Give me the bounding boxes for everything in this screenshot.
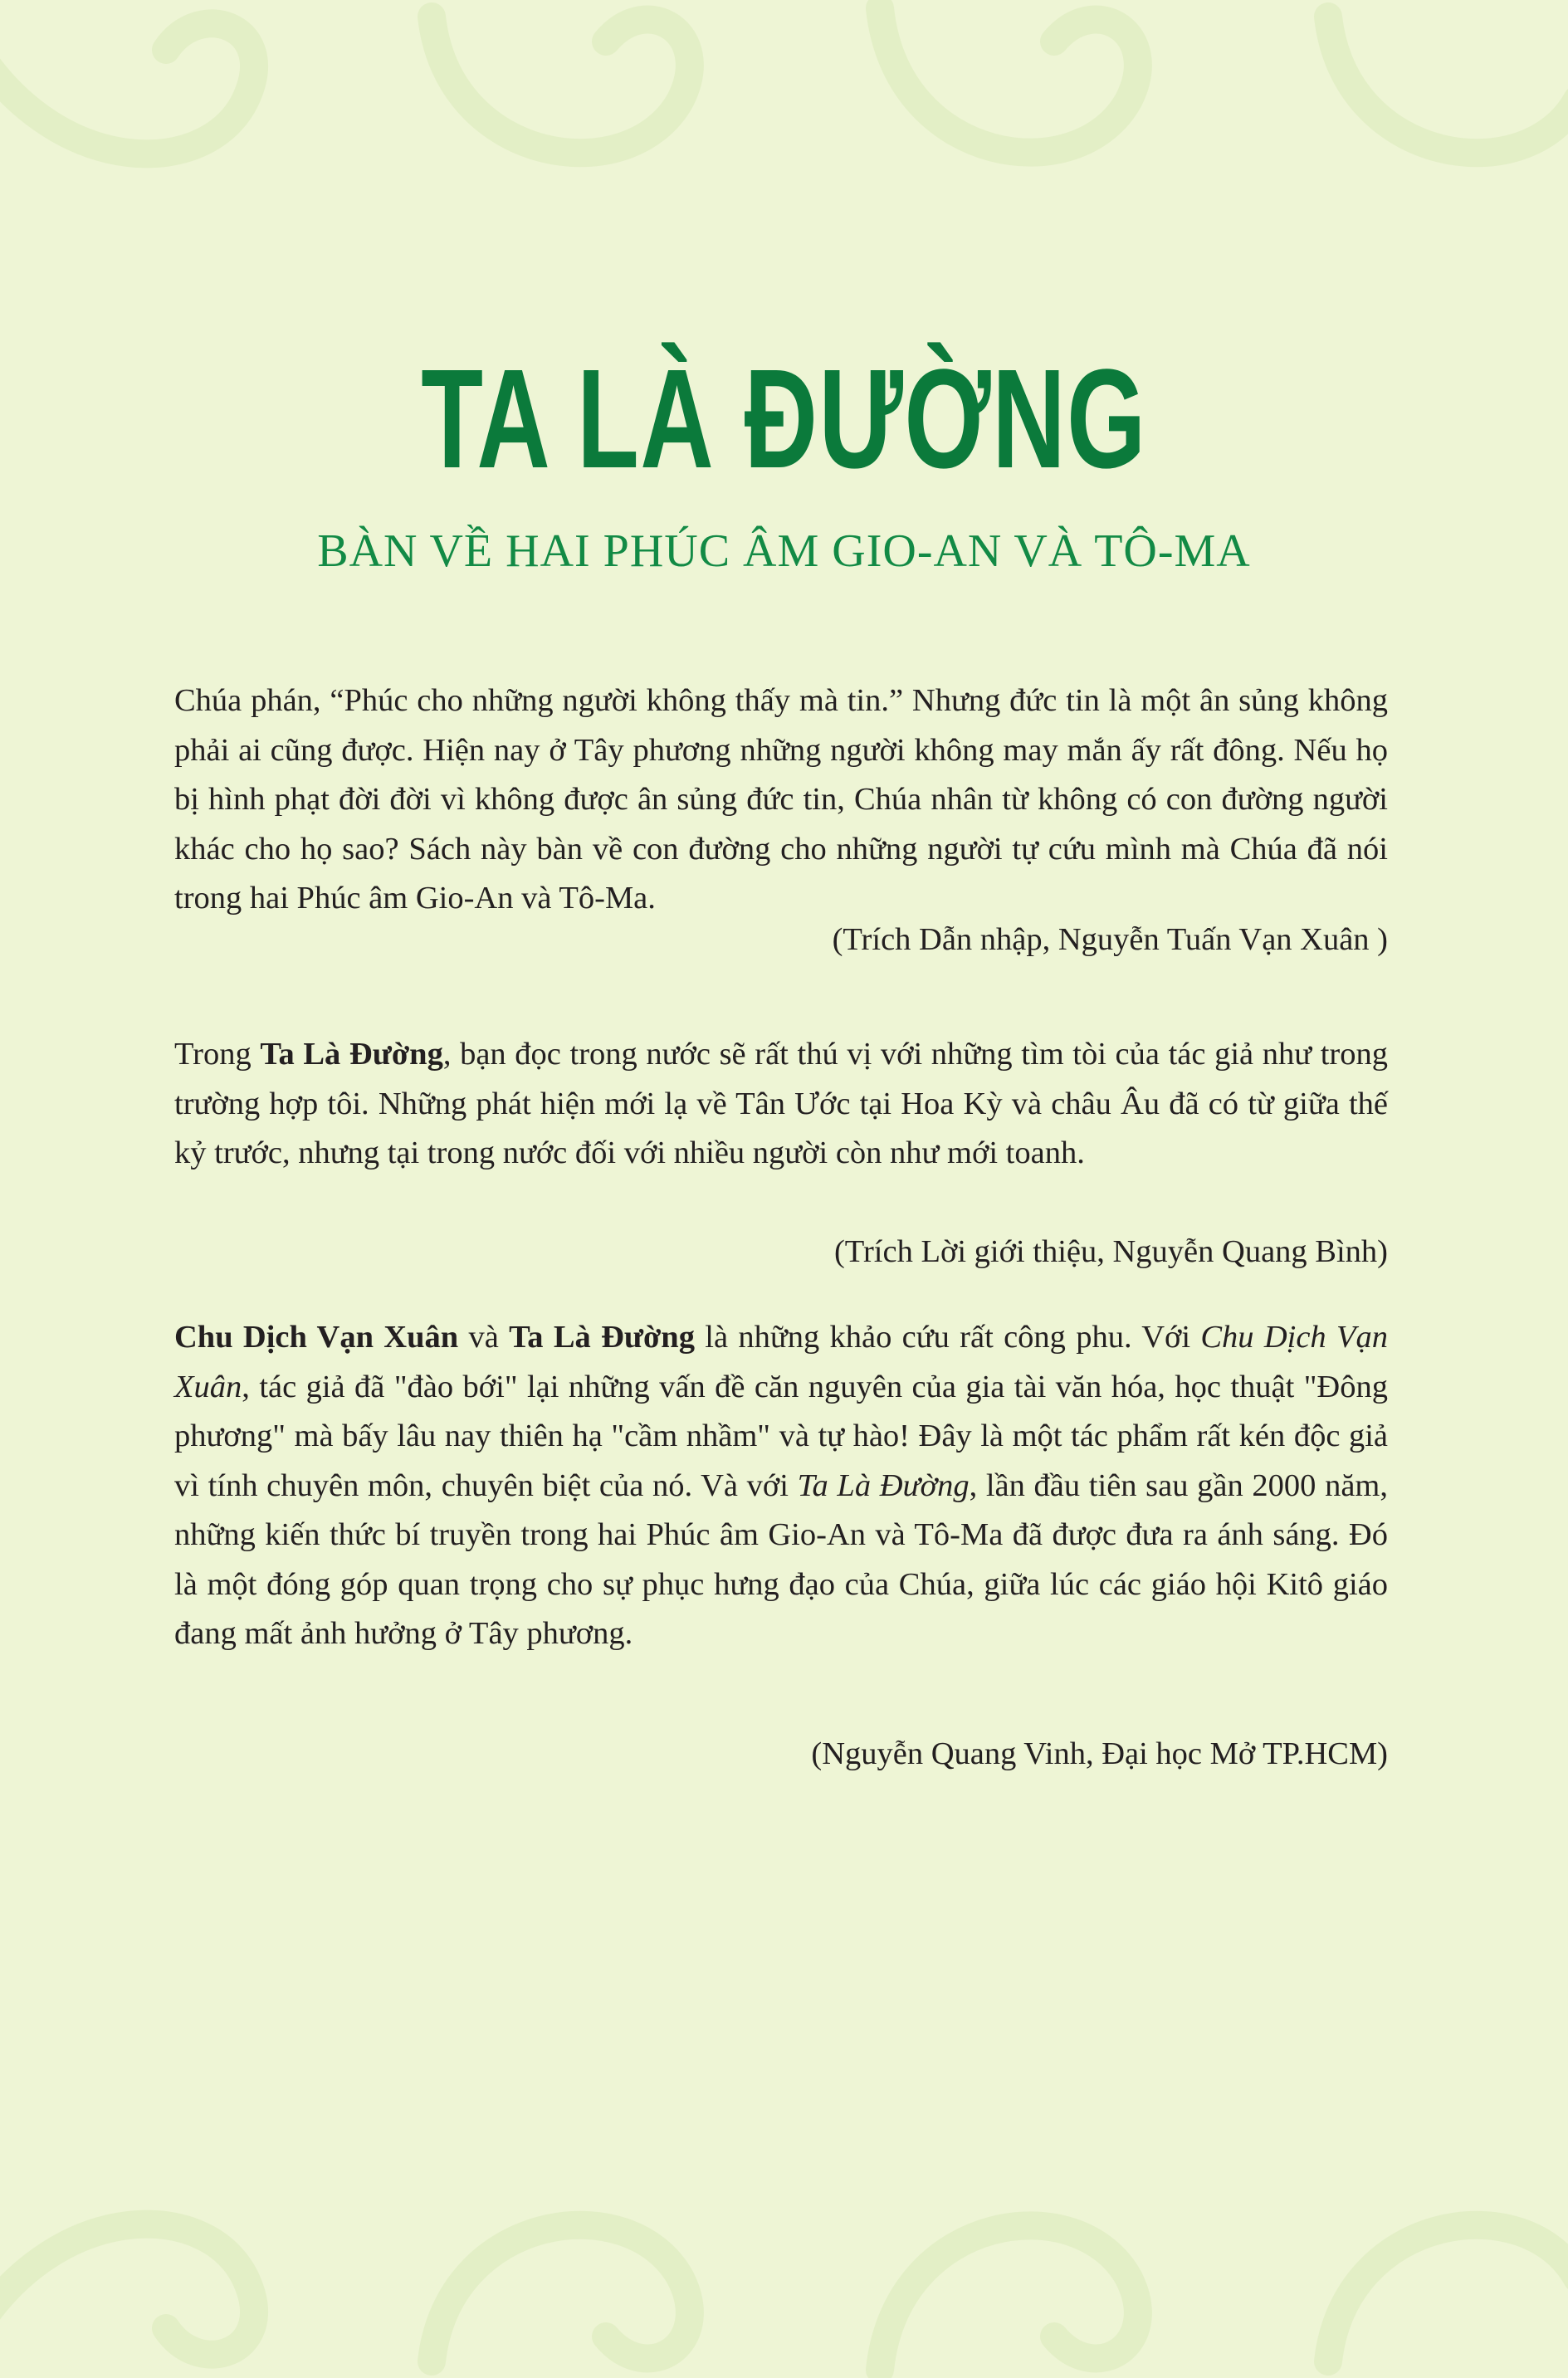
quote-review-citation: (Nguyễn Quang Vinh, Đại học Mở TP.HCM)	[811, 1736, 1388, 1771]
text-segment: là những khảo cứu rất công phu. Với	[694, 1320, 1201, 1355]
swirl-ornament-bottom	[0, 2129, 1568, 2378]
text-segment: Trong	[174, 1037, 261, 1072]
quote-intro: Chúa phán, “Phúc cho những người không thấy mà tin.” Nhưng đức tin là một ân sủng không phải ai cũng được. Hiện nay ở Tây phương những người không may mắn ấy rất đông. Nếu họ bị hình phạt đời đời vì không được ân sủng đức tin, Chúa nhân từ không có con đường người khác cho họ sao? Sách này bàn về con đường cho những người tự cứu mình mà Chúa đã nói trong hai Phúc âm Gio-An và Tô-Ma.	[174, 683, 1388, 916]
quote-intro-citation: (Trích Dẫn nhập, Nguyễn Tuấn Vạn Xuân )	[832, 922, 1388, 957]
text-segment: , lần đầu tiên sau gần 2000 năm, những kiến thức bí truyền trong hai Phúc âm Gio-An và Tô-Ma đã được đưa ra ánh sáng. Đó là một đóng góp quan trọng cho sự phục hưng đạo của Chúa, giữa lúc các giáo hội Kitô giáo đang mất ảnh hưởng ở Tây phương.	[174, 1467, 1388, 1651]
text-segment: , tác giả đã "đào bới" lại những vấn đề căn nguyên của gia tài văn hóa, học thuật "Đông phương" mà bấy lâu nay thiên hạ "cầm nhầm" và tự hào! Đây là một tác phẩm rất kén độc giả vì tính chuyên môn, chuyên biệt của nó. Và với	[174, 1369, 1388, 1503]
quote-review	[174, 1313, 1388, 1659]
book-title: TA LÀ ĐƯỜNG	[421, 340, 1147, 498]
swirl-ornament-top	[0, 0, 1568, 249]
italic-book-title: Ta Là Đường	[797, 1467, 970, 1503]
italic-book-title: Chu Dịch Vạn Xuân	[174, 1320, 1388, 1404]
bold-book-title: Ta Là Đường	[260, 1037, 443, 1072]
text-segment: , bạn đọc trong nước sẽ rất thú vị với những tìm tòi của tác giả như trong trường hợp tôi. Những phát hiện mới lạ về Tân Ước tại Hoa Kỳ và châu Âu đã có từ giữa thế kỷ trước, nhưng tại trong nước đối với nhiều người còn như mới toanh.	[174, 1037, 1388, 1170]
text-segment: và	[458, 1320, 510, 1355]
bold-book-title: Ta Là Đường	[509, 1320, 695, 1355]
book-subtitle: BÀN VỀ HAI PHÚC ÂM GIO-AN VÀ TÔ-MA	[317, 525, 1251, 577]
quote-foreword	[174, 1030, 1388, 1179]
bold-book-title: Chu Dịch Vạn Xuân	[174, 1320, 459, 1355]
quote-foreword-citation: (Trích Lời giới thiệu, Nguyễn Quang Bình)	[833, 1234, 1388, 1269]
